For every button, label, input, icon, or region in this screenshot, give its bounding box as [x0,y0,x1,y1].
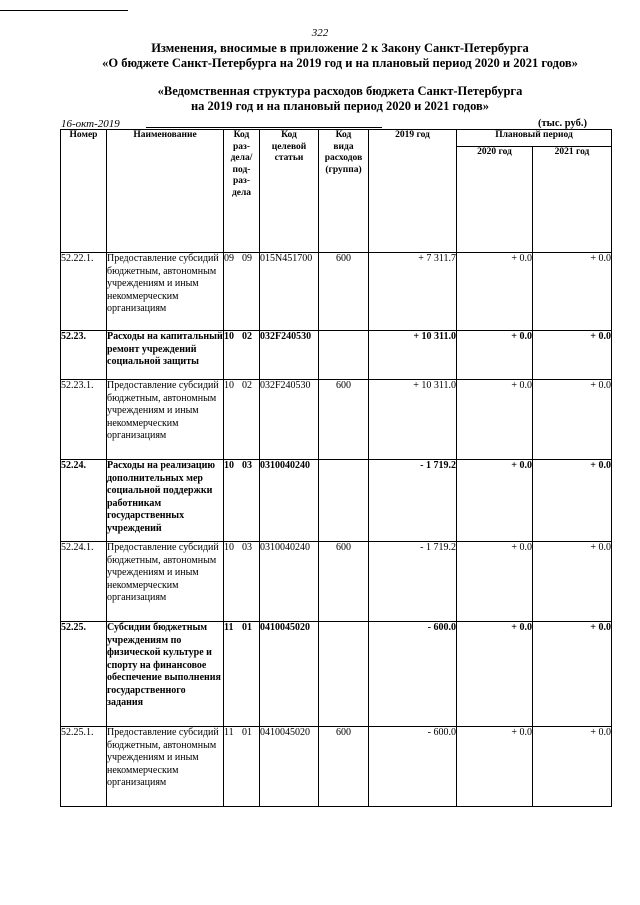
header-2021: 2021 год [533,147,612,253]
row-expense-type: 600 [319,380,369,460]
table-row [61,331,612,380]
row-target-code: 0310040240 [260,460,319,542]
row-name: Расходы на капитальный ремонт учреждений социальной защиты [107,331,224,380]
row-section-code [224,380,260,460]
row-name: Предоставление субсидий бюджетным, автономным учреждениям и иным некоммерческим организациям [107,727,224,807]
row-2021: + 0.0 [533,253,612,331]
row-subsection: 01 [242,622,252,633]
document-date: 16-окт-2019 [61,118,120,130]
row-2020: + 0.0 [457,253,533,331]
table-row [61,622,612,727]
row-name: Предоставление субсидий бюджетным, автономным учреждениям и иным некоммерческим организациям [107,253,224,331]
header-2019: 2019 год [369,130,457,253]
header-rule [146,127,382,128]
table-row [61,727,612,807]
title-line-1: Изменения, вносимые в приложение 2 к Закону Санкт-Петербурга [151,41,529,55]
row-name: Расходы на реализацию дополнительных мер социальной поддержки работникам государственных учреждений [107,460,224,542]
row-section-code [224,460,260,542]
table-row [61,542,612,622]
row-target-code: 0310040240 [260,542,319,622]
row-subsection: 09 [242,253,252,264]
header-target-code [260,130,319,253]
row-2021: + 0.0 [533,622,612,727]
row-expense-type [319,622,369,727]
row-2019: - 1 719.2 [369,460,457,542]
subtitle-line-1: «Ведомственная структура расходов бюджета Санкт-Петербурга [157,84,523,98]
row-subsection: 01 [242,727,252,738]
row-section: 11 [224,622,234,633]
row-2020: + 0.0 [457,727,533,807]
header-section-code-text: Код раз- дела/ под- раз- дела [230,130,253,198]
header-expense-type [319,130,369,253]
row-target-code: 015N451700 [260,253,319,331]
row-2021: + 0.0 [533,380,612,460]
row-2020: + 0.0 [457,331,533,380]
row-expense-type [319,331,369,380]
units-label: (тыс. руб.) [538,118,587,129]
row-2019: - 600.0 [369,727,457,807]
row-2019: - 1 719.2 [369,542,457,622]
row-number: 52.22.1. [61,253,107,331]
row-subsection: 02 [242,380,252,391]
row-section: 09 [224,253,234,264]
row-number: 52.25. [61,622,107,727]
row-section-code [224,331,260,380]
row-section: 10 [224,331,234,342]
row-2019: + 7 311.7 [369,253,457,331]
row-expense-type: 600 [319,542,369,622]
row-target-code: 032F240530 [260,331,319,380]
header-target-code-text: Код целевой статьи [271,130,307,163]
budget-table [60,129,612,807]
row-2021: + 0.0 [533,460,612,542]
row-number: 52.23. [61,331,107,380]
row-target-code: 032F240530 [260,380,319,460]
header-planned-period: Плановый период [457,130,612,147]
row-2019: - 600.0 [369,622,457,727]
header-name: Наименование [107,130,224,253]
title-line-2: «О бюджете Санкт-Петербурга на 2019 год и на плановый период 2020 и 2021 годов» [102,56,578,70]
row-name: Предоставление субсидий бюджетным, автономным учреждениям и иным некоммерческим организациям [107,542,224,622]
row-number: 52.25.1. [61,727,107,807]
top-rule [0,10,128,11]
header-2020: 2020 год [457,147,533,253]
row-2020: + 0.0 [457,380,533,460]
row-2021: + 0.0 [533,542,612,622]
row-subsection: 02 [242,331,252,342]
row-2020: + 0.0 [457,622,533,727]
row-target-code: 0410045020 [260,622,319,727]
table-row [61,380,612,460]
page-number: 322 [311,27,329,39]
row-section: 11 [224,727,234,738]
row-number: 52.24.1. [61,542,107,622]
row-section-code [224,727,260,807]
row-section-code [224,622,260,727]
row-section: 10 [224,542,234,553]
row-section: 10 [224,460,234,471]
row-expense-type: 600 [319,253,369,331]
row-2019: + 10 311.0 [369,331,457,380]
row-2020: + 0.0 [457,542,533,622]
row-target-code: 0410045020 [260,727,319,807]
row-name: Предоставление субсидий бюджетным, автономным учреждениям и иным некоммерческим организациям [107,380,224,460]
header-number: Номер [61,130,107,253]
subtitle-line-2: на 2019 год и на плановый период 2020 и 2021 годов» [190,99,490,113]
row-section-code [224,542,260,622]
row-section-code [224,253,260,331]
row-name: Субсидии бюджетным учреждениям по физической культуре и спорту на финансовое обеспечение выполнения государственного задания [107,622,224,727]
table-row [61,253,612,331]
header-section-code [224,130,260,253]
row-number: 52.24. [61,460,107,542]
row-2019: + 10 311.0 [369,380,457,460]
row-subsection: 03 [242,542,252,553]
table-row [61,460,612,542]
row-number: 52.23.1. [61,380,107,460]
row-section: 10 [224,380,234,391]
row-expense-type [319,460,369,542]
row-2020: + 0.0 [457,460,533,542]
row-subsection: 03 [242,460,252,471]
header-expense-type-text: Код вида расходов (группа) [324,130,363,175]
row-2021: + 0.0 [533,727,612,807]
row-expense-type: 600 [319,727,369,807]
row-2021: + 0.0 [533,331,612,380]
